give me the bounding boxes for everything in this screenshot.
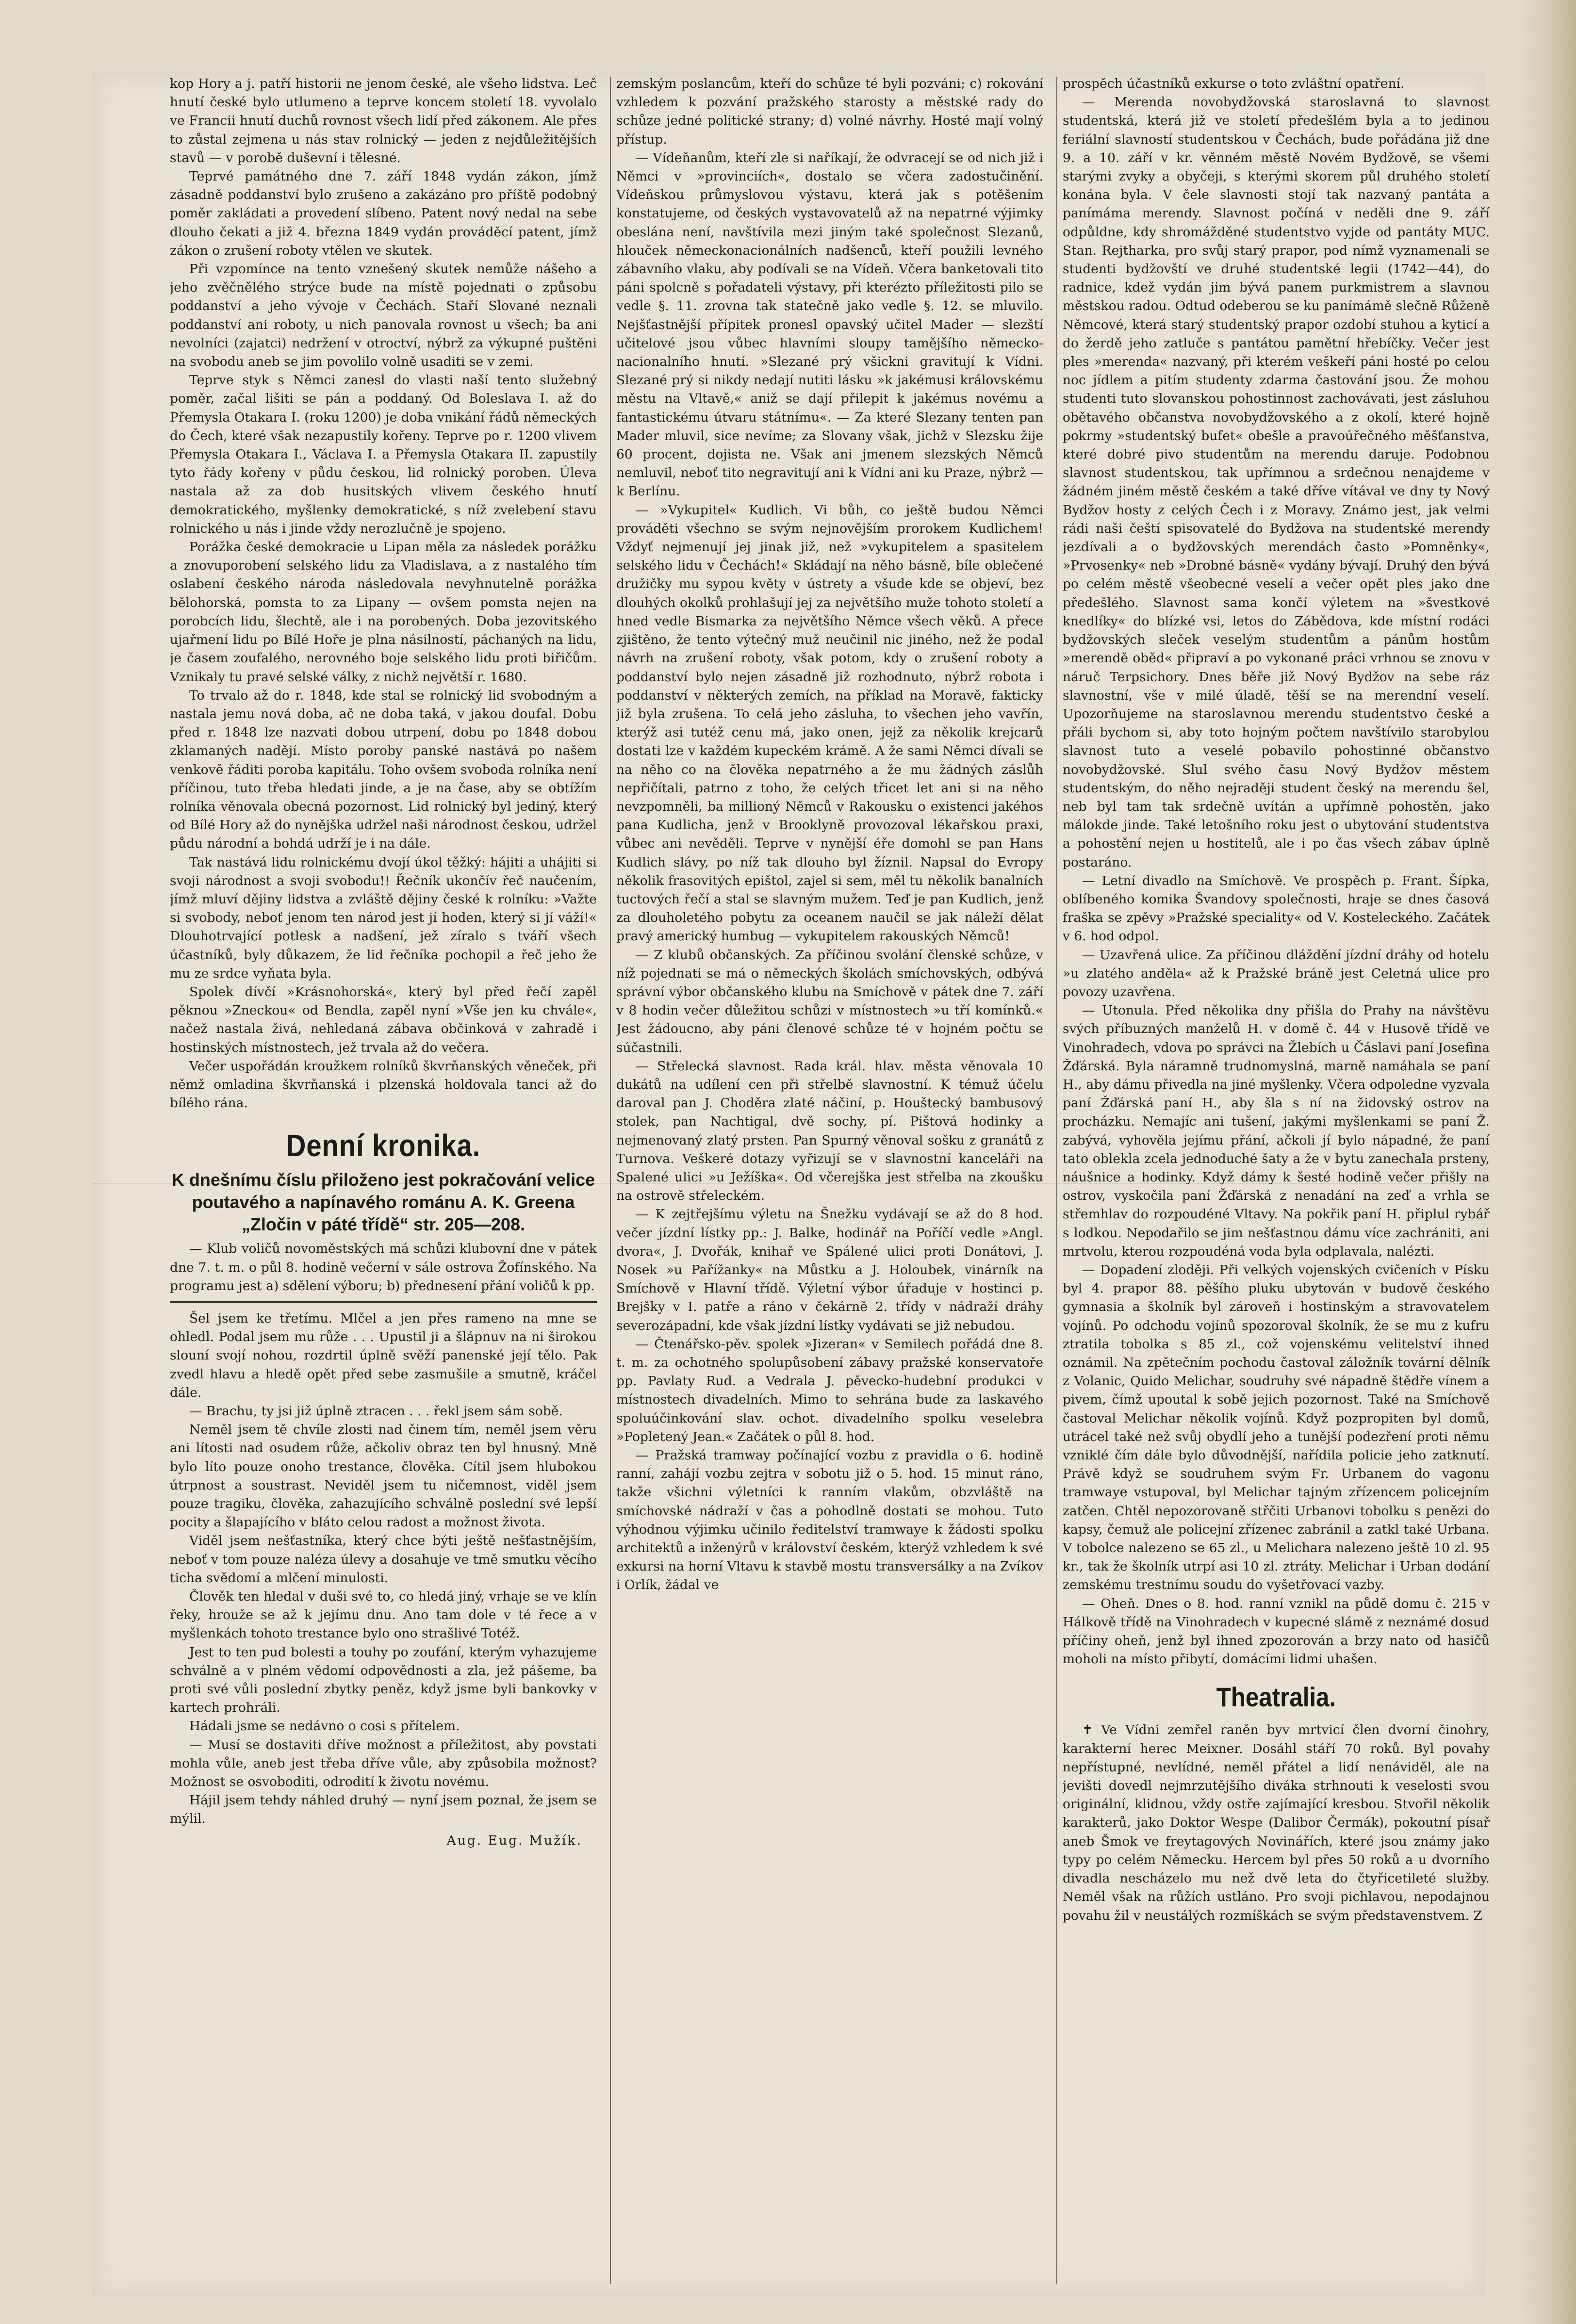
section-heading-theatralia: Theatralia.: [1216, 1682, 1336, 1713]
article-paragraph: Spolek dívčí »Krásnohorská«, který byl před řečí zapěl pěknou »Zneckou« od Bendla, zapěl nyní »Vše jen ku chvále«, načež nastala živá, nehledaná zábava občinková v zahradě i hostinských místnostech, jež trvala až do večera.: [170, 984, 597, 1055]
supplement-notice: K dnešnímu číslu přiloženo jest pokračování velice poutavého a napínavého románu A. K. Greena „Zločin v páté třídě“ str. 205—208.: [171, 1170, 595, 1235]
news-item: — Dopadení zloději. Při velkých vojenských cvičeních v Písku byl 4. prapor 88. pěšího pluku ubytován v budově českého gymnasia a školník byl zároveň i hostinským a stravovatelem vojínů. Po odchodu vojínů spozoroval školník, že se mu z kufru ztratila tobolka s 85 zl., což vojenskému velitelství ihned oznámil. Na zpětečním pochodu častoval záložník tovární dělník z Volanic, Quido Melichar, soudruhy své nápadně štědře vínem a pivem, čímž upoutal k sobě jejich pozornost. Také na Smíchově častoval Melichar několik vojínů. Když pozpropiten byl domů, utrácel také než svůj obydlí jeho a tunější podezření proti němu vzniklé čím dále bylo důvodnější, nařídila policie jeho zatknutí. Právě když se soudruhem svým Fr. Urbanem do vagonu tramwaye vstupoval, byl Melichar tajným zřízencem policejním zatčen. Chtěl nepozorovaně střčiti Urbanovi tobolku s penězi do kapsy, čemuž ale policejní zřízenec zabránil a zatkl také Urbana. V tobolce nalezeno se 65 zl., u Melichara nalezeno ještě 10 zl. 95 kr., tak že školník utrpí asi 10 zl. ztráty. Melichar i Urban dodání zemskému trestnímu soudu do vyšetřovací vazby.: [1063, 1262, 1490, 1593]
article-paragraph: prospěch účastníků exkurse o toto zvláštní opatření.: [1063, 76, 1405, 91]
article-paragraph: Večer uspořádán kroužkem rolníků škvrňanských věneček, při němž omladina škvrňanská i plzenská holdovala tanci až do bílého rána.: [170, 1058, 597, 1111]
feuilleton-paragraph: Jest to ten pud bolesti a touhy po zoufání, kterým vyhazujeme schválně a v plném vědomí odpovědnosti a zla, jež pášeme, ba proti své vůli poslední zbytky peněz, když jsme byli bankovky v kartech prohráli.: [170, 1644, 597, 1716]
feuilleton-paragraph: Neměl jsem tě chvíle zlosti nad činem tím, neměl jsem věru ani lítosti nad osudem růže, ačkoliv obraz ten byl hnusný. Mně bylo líto pouze onoho trestance, člověka. Cítil jsem hlubokou útrpnost a soustrast. Neviděl jsem tu ničemnost, viděl jsem pouze tragiku, člověka, zahazujícího schválně poslední své lepší pocity a šlapajícího v bláto celou radost a možnost života.: [170, 1422, 597, 1530]
feuilleton-paragraph: Viděl jsem nešťastníka, který chce býti ještě nešťastnějším, neboť v tom pouze naléza úlevy a dosahuje ve tmě smutku věcího ticha svědomí a mlčení minulosti.: [170, 1533, 597, 1586]
feuilleton-paragraph: — Musí se dostaviti dříve možnost a příležitost, aby povstati mohla vůle, aneb jest třeba dříve vůle, aby způsobila možnost? Možnost se osvoboditi, odrodití k životu novému.: [170, 1737, 597, 1790]
article-paragraph: zemským poslancům, kteří do schůze té byli pozváni; c) rokování vzhledem k pozvání pražského starosty a městské rady do schůze jedné politické strany; d) volné návrhy. Hosté mají volný přístup.: [616, 76, 1043, 147]
news-item: — Z klubů občanských. Za příčinou svolání členské schůze, v níž pojednati se má o německých školách smíchovských, odbývá správní výbor občanského klubu na Smíchově v pátek dne 7. září v 8 hodin večer důležitou schůzi v místnostech »u tří komínků.« Jest žádoucno, aby páni členové schůze té v hojném počtu se súčastnili.: [616, 947, 1043, 1055]
feuilleton-paragraph: Člověk ten hledal v duši své to, co hledá jiný, vrhaje se ve klín řeky, hrouže se až k jejímu dnu. Ano tam dole v té řece a v myšlenkách tohoto trestance bylo ono strašlivé Totéž.: [170, 1589, 597, 1641]
news-item: — Pražská tramway počínající vozbu z pravidla o 6. hodině ranní, zahájí vozbu zejtra v sobotu již o 5. hod. 15 minut ráno, takže všichni výletníci k ranním vlakům, obzvláště na smíchovské nádraží v čas a pohodlně dostati se mohou. Tuto výhodnou výjimku učinilo ředitelství tramwaye k žádosti spolku architektů a inženýrů v království českém, kterýž vzhledem k své exkursi na horní Vltavu k stavbě mostu transversálky a na Zvíkov i Orlík, žádal ve: [616, 1448, 1043, 1593]
left-column: [170, 75, 597, 2287]
article-paragraph: kop Hory a j. patří historii ne jenom české, ale všeho lidstva. Leč hnutí české bylo utlumeno a teprve koncem století 18. vyvolalo ve Francii hnutí duchů rovnost všech lidí před zákonem. Ale přes to zůstal zejmena u nás stav rolnický — jeden z nejdůležitějších stavů — v porobě duševní i tělesné.: [170, 76, 597, 165]
article-paragraph: Při vzpomínce na tento vznešený skutek nemůže nášeho a jeho zvěčnělého strýce bude na místě pojednati o způsobu poddanství a jeho vývoje v Čechách. Staří Slované neznali poddanství ani roboty, u nich panovala rovnost u všech; ba ani nevolníci (zajatci) nedržení v otroctví, nýbrž za výkupné puštěni na svobodu aneb se jim povolilo volně usaditi se v zemi.: [170, 262, 597, 370]
news-item: — Vídeňanům, kteří zle si naříkají, že odvracejí se od nich již i Němci v »provinciích«, dostalo se včera zadostučinění. Vídeňskou průmyslovou výstavu, která jak s potěšením konstatujeme, od českých vystavovatelů až na nepatrné výjimky obeslána není, navštívila mezi jiným také společnost Slezanů, hlouček německonacionálních nadšenců, kteří použili levného zábavního vlaku, aby podívali se na Vídeň. Včera banketovali tito páni spolcně s pořadateli výstavy, při kterézto příležitosti pilo se vedle §. 11. zrovna tak statečně jako vedle §. 12. se mluvilo. Nejšťastnější přípitek pronesl opavský učitel Mader — slezští učitelové jsou vůbec hlavními sloupy tamějšího německo-nacionalního hnutí. »Slezané prý všickni gravitují k Vídni. Slezané prý si nikdy nedají nutiti lásku »k jakémusi královskému městu na Vltavě,« aniž se dají přilepit k jakémus novému a fantastickému útvaru státnímu«. — Za které Slezany tenten pan Mader mluvil, sice nevíme; za Slovany však, jichž v Slezsku žije 60 procent, dojista ne. Však ani jmenem slezských Němců nemluvil, neboť tito negravitují ani k Vídni ani ku Praze, nýbrž — k Berlínu.: [616, 150, 1043, 499]
news-item: — Uzavřená ulice. Za příčinou dláždění jízdní dráhy od hotelu »u zlatého anděla« až k Pražské bráně jest Celetná ulice pro povozy uzavřena.: [1063, 947, 1490, 999]
feuilleton-paragraph: Hájil jsem tehdy náhled druhý — nyní jsem poznal, že jsem se mýlil.: [170, 1793, 597, 1827]
news-item: — Letní divadlo na Smíchově. Ve prospěch p. Frant. Šípka, oblíbeného komika Švandovy společnosti, hraje se dnes časová fraška se zpěvy »Pražské speciality« od V. Kosteleckého. Začátek v 6. hod odpol.: [1063, 873, 1490, 944]
column-rule: [1056, 77, 1057, 2284]
column-rule: [610, 77, 611, 2284]
author-signature: Aug. Eug. Mužík.: [446, 1833, 582, 1848]
section-heading-denni-kronika: Denní kronika.: [286, 1128, 481, 1163]
news-item: — Utonula. Před několika dny přišla do Prahy na návštěvu svých příbuzných manželů H. v domě č. 44 v Husově třídě ve Vinohradech, vdova po správci na Žlebích u Čáslavi paní Josefina Žďárská. Byla náramně trudnomyslná, marně namáhala se paní H., aby dámu přivedla na jiné myšlenky. Včera odpoledne vyzvala paní Žďárská paní H., aby šla s ní na židovský ostrov na procházku. Nemajíc ani tušení, jakými myšlenkami se paní Ž. zabývá, vyhověla jejímu přání, ačkoli jí bylo nápadné, že paní tato oblekla zcela jednoduché šaty a že v bytu zanechala prsteny, náušnice a hodinky. Když dámy k šesté hodině večer přišly na ostrov, vyskočila paní Žďárská z nenadání na zeď a vrhla se střemhlav do rozpoudéné Vltavy. Na pokřik paní H. připlul rybář s lodkou. Nepodařilo se jim nešťastnou dámu více zachrániti, ani mrtvolu, kterou rozpoudéná voda byla odplavala, nalézti.: [1063, 1003, 1490, 1259]
news-item: — Oheň. Dnes o 8. hod. ranní vznikl na půdě domu č. 215 v Hálkově třídě na Vinohradech v kupecné slámě z neznámé dosud příčiny oheň, jenž byl ihned zpozorován a brzy nato od hasičů moholi na místo přibytí, domácími lidmi uhašen.: [1063, 1596, 1490, 1667]
feuilleton-paragraph: Šel jsem ke třetímu. Mlčel a jen přes rameno na mne se ohledl. Podal jsem mu růže . . . Upustil ji a šlápnuv na ni širokou slouní svojí nohou, rozdrtil úplně svěží panenské její tělo. Pak zvedl hlavu a hledě opět před sebe zasmušile a smutně, kráčel dále.: [170, 1310, 597, 1400]
newspaper-page: [92, 72, 1490, 2296]
news-item: — Merenda novobydžovská staroslavná to slavnost studentská, která již ve století předešlém byla a to jedinou feriální slavností studentskou v Čechách, bude pořádána již dne 9. a 10. září v kr. věnném městě Novém Bydžově, se všemi starými zvyky a obyčeji, s kterými skorem půl druhého století konána byla. V čele slavnosti stojí tak nazvaný pantáta a panímáma merendy. Slavnost počíná v neděli dne 9. září odpůldne, kdy shromážděné studentstvo vyjde od pantáty MUC. Stan. Rejtharka, pro svůj starý prapor, pod nímž vyznamenali se studenti bydžovští ve druhé studentské legii (1742—44), do radnice, kdež vydán jim bývá panem purkmistrem a slavnou městskou radou. Odtud odeberou se ku panímámě slečně Růženě Němcové, která starý studentský prapor ozdobí stuhou a kyticí a do žerdě jeho zatluče s pantátou pamětní hřebíčky. Večer jest ples »merenda« nazvaný, při kterém veškeří páni hosté po celou noc jídlem a pitím studenty zdarma častování jsou. Že mohou studenti tuto slovanskou pohostinnost zachovávati, jest zásluhou obětavého občanstva novobydžovského a z okolí, které hojně pokrmy »studentský bufet« obešle a pravoúřečného měšťanstva, které dobré pivo studentům na merendu daruje. Podobnou slavnost studentskou, tak upřímnou a srdečnou nenajdeme v žádném jiném městě českém a také dříve vítával ve dny ty Nový Bydžov hosty z celých Čech i z Moravy. Známo jest, jak velmi rádi naši čeští spisovatelé do Bydžova na studentské merendy jezdívali a o bydžovských merendách často »Pomněnky«, »Prvosenky« neb »Drobné básně« vydány bývají. Druhý den bývá po celém městě všeobecné veselí a večer opět ples jako dne předešlého. Slavnost sama končí výletem na »švestkové knedlíky« do blízké vsi, letos do Zábědova, kde místní rodáci bydžovských sleček veselým studentům a pánům hostům »merendě oběd« připraví a po vykonané práci vrhnou se znovu v náruč Terpsichory. Dnes běře již Nový Bydžov na sebe ráz slavnostní, vše v milé úladě, těší se na merendní veselí. Upozorňujeme na staroslavnou merendu studentstvo české a přáli bychom si, aby toto hojným počtem navštívilo starobylou slavnost tuto a veselé pobavilo pohostinné občanstvo novobydžovské. Slul svého času Nový Bydžov městem studentským, do něho nejraději student český na merendu šel, neb byl tam tak srdečně uvítán a upřímně pohostěn, jako málokde jinde. Také letošního roku jest o ubytování studentstva a pohostění nejen u hostitelů, ale i po čas všech zábav úplně postaráno.: [1063, 95, 1490, 870]
section-divider: [170, 1301, 597, 1303]
news-item: — Střelecká slavnost. Rada král. hlav. města věnovala 10 dukátů na udílení cen při střelbě slavnostní. K témuž účelu daroval pan J. Choděra zlaté náčiní, p. Houštecký bambusový stolek, pan Nachtigal, dvě sochy, pí. Pištová hodinky a nejmenovaný zlatý prsten. Pan Spurný věnoval sošku z granátů z Turnova. Veškeré dotazy vyřizují se v slavnostní kanceláři na Spalené ulici »u Ježíška«. Od včerejška jest střelba na zkoušku na ostrově střeleckém.: [616, 1058, 1043, 1204]
news-item: — Čtenářsko-pěv. spolek »Jizeran« v Semilech pořádá dne 8. t. m. za ochotného spolupůsobení zábavy pražské konservatoře pp. Pavlaty Rud. a Vedrala J. pěvecko-hudební produkci v místnostech divadelních. Mimo to sehrána bude za laskavého spoluúčinkování slav. ochot. divadelního spolku veselebra »Popletený Jean.« Začátek o půl 8. hod.: [616, 1336, 1043, 1444]
article-paragraph: Teprve styk s Němci zanesl do vlasti naší tento služebný poměr, začal lišiti se pán a poddaný. Od Boleslava I. až do Přemysla Otakara I. (roku 1200) je doba vnikání řádů německých do Čech, které však nezapustily kořeny. Teprve po r. 1200 vlivem Přemysla Otakara I., Václava I. a Přemysla Otakara II. zapustily tyto řády kořeny v půdu českou, lid rolnický poroben. Úleva nastala až za dob husitských vlivem českého hnutí demokratického, myšlenky demokratické, s níž zvelebení stavu rolnického u nás i jinde vždy nerozlučně je spojeno.: [170, 373, 597, 536]
article-paragraph: Tak nastává lidu rolnickému dvojí úkol těžký: hájiti a uhájiti si svoji národnost a svoji svobodu!! Řečník ukončív řeč naučením, jímž mluví dějiny lidstva a zvláště dějiny české k rolníku: »Važte si svobody, neboť jenom ten národ jest jí hoden, který si jí váží!« Dlouhotrvající potlesk a nadšení, jež zíralo s tváří všech účastníků, byly důkazem, že lid řečníka pochopil a řeč jeho že mu ze srdce vyňata byla.: [170, 854, 597, 981]
right-column: [1063, 75, 1490, 2287]
news-item-klub: — Klub voličů novoměstských má schůzi klubovní dne v pátek dne 7. t. m. o půl 8. hodině večerní v sále ostrova Žofínského. Na programu jest a) sdělení výboru; b) přednesení přání voličů k pp.: [170, 1241, 597, 1293]
middle-column: [616, 75, 1043, 2287]
news-item: — »Vykupitel« Kudlich. Vi bůh, co ještě budou Němci prováděti všechno se svým nejnovějším prorokem Kudlichem! Vždyť nejmenují jej jinak již, než »vykupitelem a spasitelem selského lidu v Čechách!« Skládají na něho básně, bíle oblečené družičky mu sypou květy v ústrety a všude kde se objeví, bez dlouhých okolků prohlašují jej za největšího muže tohoto století a hned vedle Bismarka za největšího Němce všech věků. A přece zjištěno, že tento výtečný muž neučinil nic jiného, než že podal návrh na zrušení roboty, však potom, kdy o zrušení roboty a poddanství bylo nejen zásadně již rozhodnuto, nýbrž robota i poddanství v některých zemích, na příklad na Moravě, fakticky již byla zrušena. To celá jeho zásluha, to všechen jeho vavřín, kterýž asi tutéž cenu má, jako onen, jejž za několik krejcarů dostati lze v každém kupeckém krámě. A že sami Němci dívali se na něho co na člověka nepatrného a že mu žádných záslůh nepřičítali, patrno z toho, že celých třicet let ani si na něho nevzpomněli, ba millioný Němců v Rakousku o existenci jakéhos pana Kudlicha, jenž v Brooklyně provozoval lékařskou praxi, vůbec ani nevěděli. Teprve v nynější éře domohl se pan Hans Kudlich slávy, po níž tak dlouho byl žíznil. Napsal do Evropy několik frasovitých epištol, zajel si sem, měl tu několik banalních tuctových řečí a stal se slavným mužem. Teď je pan Kudlich, jenž za dlouholetého pobytu za oceanem naučil se jak náleží dělat pravý americký humbug — vykupitelem rakouských Němců!: [616, 502, 1043, 944]
article-paragraph: Porážka české demokracie u Lipan měla za následek porážku a znovuporobení selského lidu za Vladislava, a z nastalého tím oslabení českého národa následovala nevyhnutelně porážka bělohorská, pomsta to za Lipany — ovšem pomsta nejen na porobcích lidu, šlechtě, ale i na porobených. Doba jezovitského ujařmení lidu po Bílé Hoře je plna násilností, páchaných na lidu, je časem zoufalého, nerovného boje selského lidu proti biřičům. Vznikaly tu pravé selské války, z nichž největší r. 1680.: [170, 540, 597, 685]
theatralia-item: ✝ Ve Vídni zemřel raněn byv mrtvicí člen dvorní činohry, karakterní herec Meixner. Dosáhl stáří 70 roků. Byl povahy nepřístupné, nevlídné, neměl přátel a lidí nenáviděl, ale na jevišti dovedl nejmrzutějšího diváka strhnouti k veselosti svou originální, klidnou, vždy ostře zajímající kresbou. Stvořil několik karakterů, jako Doktor Wespe (Dalibor Čermák), pokoutní písař aneb Šmok ve freytagových Novinářích, které jsou známy jako typy po celém Německu. Hercem byl přes 50 roků a u dvorního divadla nescházelo mu než dvě leta do čtyřicetileté služby. Neměl však na růžích ustláno. Pro svoji pichlavou, nepodajnou povahu žil v neustálých rozmíškách se svým představenstvem. Z: [1063, 1722, 1490, 1923]
news-item: — K zejtřejšímu výletu na Šnežku vydávají se až do 8 hod. večer jízdní lístky pp.: J. Balke, hodinář na Poříčí vedle »Angl. dvora«, J. Dvořák, knihař ve Spálené ulici proti Donátovi, J. Nosek »u Pařížanky« na Můstku a J. Holoubek, vinárník na Smíchově v Hlavní třídě. Výletní výbor úřaduje v hostinci p. Brejšky v I. patře a ráno v čekárně 2. třídy v nádraží dráhy severozápadní, kde však jízdní lístky vydávati se již nebudou.: [616, 1207, 1043, 1333]
feuilleton-paragraph: Hádali jsme se nedávno o cosi s přítelem.: [189, 1718, 460, 1734]
article-paragraph: To trvalo až do r. 1848, kde stal se rolnický lid svobodným a nastala jemu nová doba, ač ne doba taká, v jakou doufal. Dobu před r. 1848 lze nazvati dobou utrpení, dobu po 1848 dobou zklamaných nadějí. Místo poroby panské nastává po našem venkově řáditi poroba kapitálu. Toho ovšem svoboda rolníka není příčinou, tuto třeba hledati jinde, a je na čase, aby se obtížím rolníka věnovala obecná pozornost. Lid rolnický byl jediný, který od Bílé Hory až do nynějška udržel naši národnost českou, udržel půdu národní a bohdá udrží je i na dále.: [170, 687, 597, 851]
feuilleton-paragraph: — Brachu, ty jsi již úplně ztracen . . . řekl jsem sám sobě.: [189, 1404, 563, 1419]
article-paragraph: Teprvé památného dne 7. září 1848 vydán zákon, jímž zásadně poddanství bylo zrušeno a zakázáno pro příště podobný poměr zakládati a provedení slíbeno. Patent nový nedal na sebe dlouho čekati a již 4. března 1849 vydán prováděcí patent, jímž zákon o zrušení roboty vtělen ve skutek.: [170, 169, 597, 258]
page-edge-shadow: [1518, 0, 1576, 2324]
